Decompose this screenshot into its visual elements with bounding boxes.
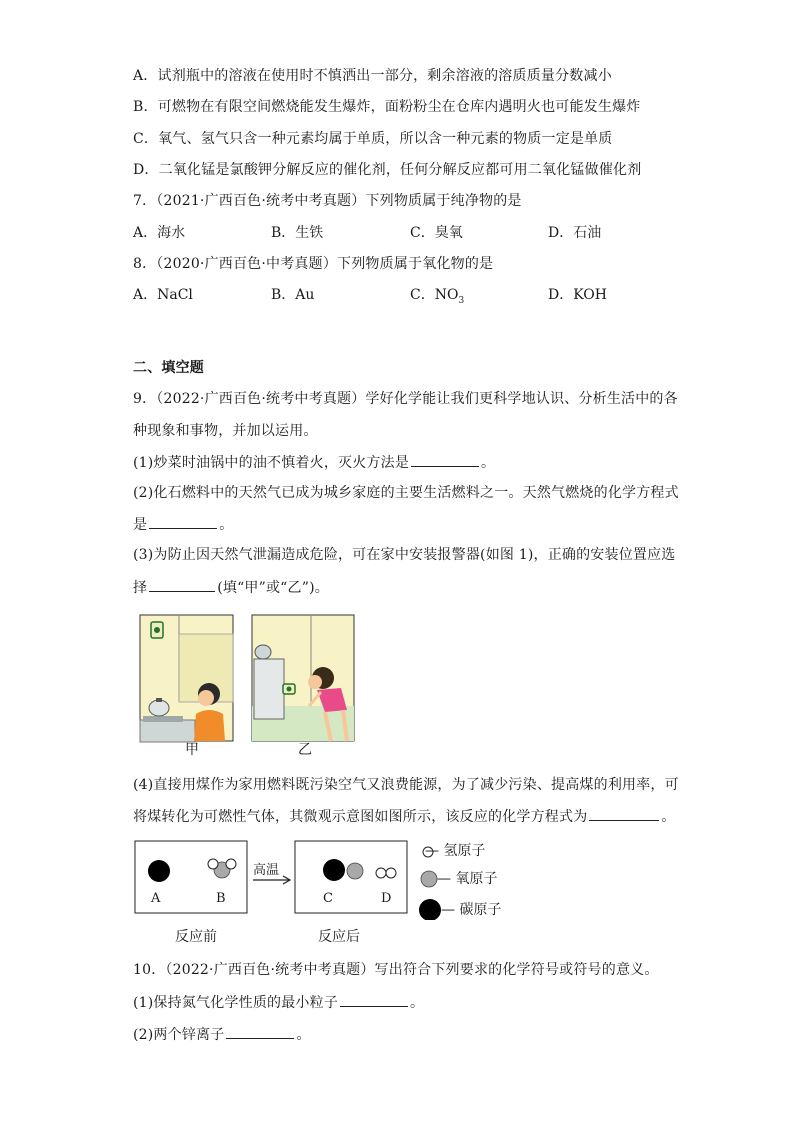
q8-option-b: B．Au [271, 287, 315, 303]
letter-b: B [216, 891, 226, 906]
q9-part2-blank [149, 514, 217, 529]
q8-option-c-text: C．NO [410, 287, 459, 303]
q9-part4-line2 [133, 806, 676, 827]
scene-jia [140, 615, 233, 742]
q6-option-b: B．可燃物在有限空间燃烧能发生爆炸，面粉粉尘在仓库内遇明火也可能发生爆炸 [133, 99, 641, 115]
q9-part2-line1: (2)化石燃料中的天然气已成为城乡家庭的主要生活燃料之一。天然气燃烧的化学方程式 [133, 485, 679, 501]
atom-h-d1 [376, 868, 386, 878]
q9-stem-line1: 9．（2022·广西百色·统考中考真题）学好化学能让我们更科学地认识、分析生活中的各 [133, 391, 678, 407]
atom-c-c [323, 859, 345, 881]
q9-stem-line2: 种现象和事物，并加以运用。 [133, 423, 318, 439]
q7-option-b: B．生铁 [271, 225, 324, 241]
legend-oxygen-icon [421, 871, 437, 887]
q6-option-a: A．试剂瓶中的溶液在使用时不慎洒出一部分，剩余溶液的溶质质量分数减小 [133, 68, 612, 84]
q7-option-d: D．石油 [548, 225, 602, 241]
section-heading-fill-in: 二、填空题 [133, 360, 204, 376]
q9-part1-blank [411, 452, 479, 467]
q9-part4-text: 将煤转化为可燃性气体，其微观示意图如图所示，该反应的化学方程式为 [133, 809, 588, 825]
letter-a: A [151, 891, 161, 906]
q9-part1 [133, 452, 495, 473]
q7-option-a: A．海水 [133, 225, 186, 241]
q9-part3-line2 [133, 577, 329, 598]
legend-carbon-icon [419, 899, 441, 920]
q8-option-a: A．NaCl [133, 287, 193, 303]
atom-c-a [148, 860, 170, 882]
q9-part2-text: 是 [133, 517, 148, 533]
q8-stem: 8．（2020·广西百色·中考真题）下列物质属于氧化物的是 [133, 256, 494, 272]
q10-part1 [133, 992, 424, 1013]
q9-part3-hint: (填“甲”或“乙”)。 [217, 580, 329, 596]
scene-yi [252, 615, 354, 741]
atom-o-c [347, 863, 363, 879]
q10-part1-text: (1)保持氮气化学性质的最小粒子 [133, 995, 339, 1011]
q10-part2 [133, 1024, 311, 1045]
figure1-kitchen-scenes [139, 614, 357, 744]
caption-before: 反应前 [175, 929, 217, 945]
q9-part3-line1: (3)为防止因天然气泄漏造成危险，可在家中安装报警器(如图 1)，正确的安装位置应选 [133, 547, 676, 563]
caption-after: 反应后 [318, 929, 360, 945]
q10-part1-period: 。 [410, 995, 425, 1011]
q10-part2-text: (2)两个锌离子 [133, 1027, 225, 1043]
legend-line-carbon: — 碳原子 [441, 902, 502, 918]
q6-option-d: D．二氧化锰是氯酸钾分解反应的催化剂，任何分解反应都可用二氧化锰做催化剂 [133, 162, 642, 178]
atom-h-d2 [386, 868, 396, 878]
q8-option-c-subscript: 3 [458, 295, 465, 306]
letter-c: C [323, 891, 333, 906]
figure1-label-yi: 乙 [298, 742, 312, 758]
letter-d: D [381, 891, 392, 906]
q6-option-c: C．氧气、氢气只含一种元素均属于单质，所以含一种元素的物质一定是单质 [133, 131, 613, 147]
q10-part2-period: 。 [296, 1027, 311, 1043]
arrow-label-high-temp: 高温 [253, 863, 280, 878]
legend-label-oxygen: 氧原子 [455, 871, 498, 887]
q9-part3-text: 择 [133, 580, 148, 596]
q10-part1-blank [340, 992, 408, 1007]
q8-option-c [410, 285, 464, 311]
q7-option-c: C．臭氧 [410, 225, 463, 241]
q7-stem: 7．（2021·广西百色·统考中考真题）下列物质属于纯净物的是 [133, 193, 522, 209]
q9-part2-period: 。 [219, 517, 234, 533]
q8-option-d: D．KOH [548, 287, 607, 303]
legend-label-hydrogen: 氢原子 [443, 843, 486, 859]
legend-label-carbon: 碳原子 [459, 902, 502, 918]
legend-line-oxygen: — 氧原子 [437, 871, 498, 887]
atom-h-b2 [226, 859, 236, 869]
legend-line-hydrogen: — 氢原子 [425, 843, 486, 859]
figure1-label-jia: 甲 [185, 742, 199, 758]
q10-part2-blank [226, 1024, 294, 1039]
q9-part4-line1: (4)直接用煤作为家用燃料既污染空气又浪费能源，为了减少污染、提高煤的利用率，可 [133, 777, 679, 793]
atom-h-b1 [208, 859, 218, 869]
q9-part3-blank [149, 577, 215, 592]
q9-part4-period: 。 [661, 809, 676, 825]
q10-stem: 10．（2022·广西百色·统考中考真题）写出符合下列要求的化学符号或符号的意义。 [133, 962, 659, 978]
q9-part2-line2 [133, 514, 233, 535]
q9-part4-blank [589, 806, 659, 821]
q9-part1-text: (1)炒菜时油锅中的油不慎着火，灭火方法是 [133, 455, 410, 471]
q9-part1-period: 。 [481, 455, 496, 471]
